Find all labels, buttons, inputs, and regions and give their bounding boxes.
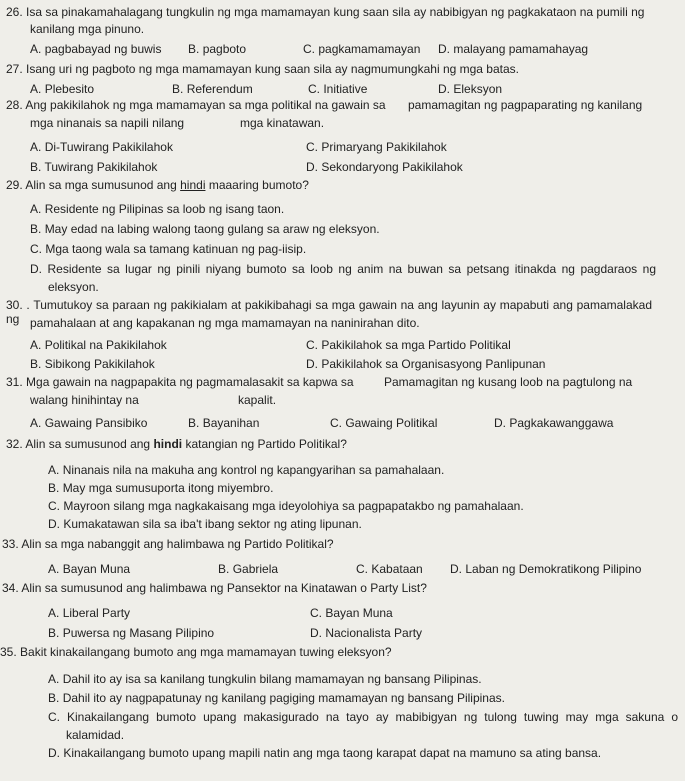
question-26-choice-a: A. pagbabayad ng buwis — [30, 42, 162, 56]
question-35-choice-a: A. Dahil ito ay isa sa kanilang tungkulin bilang mamamayan ng bansang Pilipinas. — [48, 672, 482, 686]
question-26-choice-b: B. pagboto — [188, 42, 247, 56]
question-30-choice-b: B. Sibikong Pakikilahok — [30, 357, 155, 371]
question-30-stem-cont: pamahalaan at ang kapakanan ng mga mamamayan na naninirahan dito. — [30, 316, 420, 330]
question-29-choice-c: C. Mga taong wala sa tamang katinuan ng pag-iisip. — [30, 242, 307, 256]
question-31-choice-b: B. Bayanihan — [188, 416, 260, 430]
question-29-choice-d-cont: eleksyon. — [48, 280, 99, 294]
question-30-choice-a: A. Politikal na Pakikilahok — [30, 338, 167, 352]
question-30-stem: 30. . Tumutukoy sa paraan ng pakikialam at pakikibahagi sa mga gawain na ang layunin ay mapabuti ang pamamalakad ng — [6, 298, 652, 326]
question-28-choice-d: D. Sekondaryong Pakikilahok — [306, 160, 463, 174]
question-26-stem: 26. Isa sa pinakamahalagang tungkulin ng mga mamamayan kung saan sila ay nabibigyan ng pagkakataon na pumili ng — [6, 5, 645, 19]
question-27-choice-c: C. Initiative — [308, 82, 368, 96]
question-33-stem: 33. Alin sa mga nabanggit ang halimbawa ng Partido Politikal? — [2, 537, 334, 551]
question-27-stem: 27. Isang uri ng pagboto ng mga mamamayan kung saan sila ay nagmumungkahi ng mga batas. — [6, 62, 519, 76]
question-31-stem-right-cont: kapalit. — [238, 393, 277, 407]
question-32-choice-b: B. May mga sumusuporta itong miyembro. — [48, 481, 274, 495]
question-35-choice-c: C. Kinakailangang bumoto upang makasigurado na tayo ay mabibigyan ng tulong tuwing may mga sakuna o — [48, 710, 678, 724]
question-28-choice-b: B. Tuwirang Pakikilahok — [30, 160, 158, 174]
question-34-choice-a: A. Liberal Party — [48, 606, 131, 620]
question-26-choice-d: D. malayang pamamahayag — [438, 42, 589, 56]
question-27-choice-a: A. Plebesito — [30, 82, 95, 96]
question-34-choice-b: B. Puwersa ng Masang Pilipino — [48, 626, 215, 640]
question-33-choice-a: A. Bayan Muna — [48, 562, 131, 576]
question-31-stem-cont: walang hinihintay na — [30, 393, 139, 407]
question-29-choice-a: A. Residente ng Pilipinas sa loob ng isang taon. — [30, 202, 285, 216]
question-35-choice-c-cont: kalamidad. — [66, 728, 125, 742]
question-31-choice-c: C. Gawaing Politikal — [330, 416, 438, 430]
question-28-stem-cont: mga ninanais sa napili nilang — [30, 116, 185, 130]
question-35-choice-d: D. Kinakailangang bumoto upang mapili natin ang mga taong karapat dapat na mamuno sa ating bansa. — [48, 746, 602, 760]
question-33-choice-d: D. Laban ng Demokratikong Pilipino — [450, 562, 642, 576]
question-29-choice-d: D. Residente sa lugar ng pinili niyang bumoto sa loob ng anim na buwan sa petsang itinakda ng pagdaraos ng — [30, 262, 656, 276]
question-34-choice-c: C. Bayan Muna — [310, 606, 393, 620]
question-31-choice-d: D. Pagkakawanggawa — [494, 416, 614, 430]
question-30-choice-d: D. Pakikilahok sa Organisasyong Panlipunan — [306, 357, 546, 371]
question-35-stem: 35. Bakit kinakailangang bumoto ang mga mamamayan tuwing eleksyon? — [0, 645, 392, 659]
question-31-stem-right: Pamamagitan ng kusang loob na pagtulong na — [384, 375, 633, 389]
question-35-choice-b: B. Dahil ito ay nagpapatunay ng kanilang pagiging mamamayan ng bansang Pilipinas. — [48, 691, 505, 705]
question-32-stem: 32. Alin sa sumusunod ang hindi katangian ng Partido Politikal? — [6, 437, 347, 451]
question-28-stem: 28. Ang pakikilahok ng mga mamamayan sa mga politikal na gawain sa — [6, 98, 386, 112]
question-31-choice-a: A. Gawaing Pansibiko — [30, 416, 148, 430]
question-32-choice-a: A. Ninanais nila na makuha ang kontrol ng kapangyarihan sa pamahalaan. — [48, 463, 445, 477]
bold-hindi: hindi — [153, 437, 183, 451]
question-28-stem-right-cont: mga kinatawan. — [240, 116, 325, 130]
question-33-choice-c: C. Kabataan — [356, 562, 423, 576]
underlined-hindi: hindi — [180, 178, 206, 192]
question-29-stem: 29. Alin sa mga sumusunod ang hindi maaaring bumoto? — [6, 178, 309, 192]
question-34-stem: 34. Alin sa sumusunod ang halimbawa ng Pansektor na Kinatawan o Party List? — [2, 581, 427, 595]
question-33-choice-b: B. Gabriela — [218, 562, 279, 576]
question-28-choice-c: C. Primaryang Pakikilahok — [306, 140, 447, 154]
question-27-choice-d: D. Eleksyon — [438, 82, 503, 96]
question-28-choice-a: A. Di-Tuwirang Pakikilahok — [30, 140, 173, 154]
question-27-choice-b: B. Referendum — [172, 82, 253, 96]
question-30-choice-c: C. Pakikilahok sa mga Partido Politikal — [306, 338, 511, 352]
question-26-choice-c: C. pagkamamamayan — [303, 42, 421, 56]
question-32-choice-d: D. Kumakatawan sila sa iba't ibang sektor ng ating lipunan. — [48, 517, 362, 531]
question-26-stem-cont: kanilang mga pinuno. — [30, 22, 145, 36]
question-32-choice-c: C. Mayroon silang mga nagkakaisang mga ideyolohiya sa pagpapatakbo ng pamahalaan. — [48, 499, 524, 513]
question-29-choice-b: B. May edad na labing walong taong gulang sa araw ng eleksyon. — [30, 222, 380, 236]
question-31-stem: 31. Mga gawain na nagpapakita ng pagmamalasakit sa kapwa sa — [6, 375, 354, 389]
question-34-choice-d: D. Nacionalista Party — [310, 626, 423, 640]
question-28-stem-right: pamamagitan ng pagpaparating ng kanilang — [408, 98, 643, 112]
